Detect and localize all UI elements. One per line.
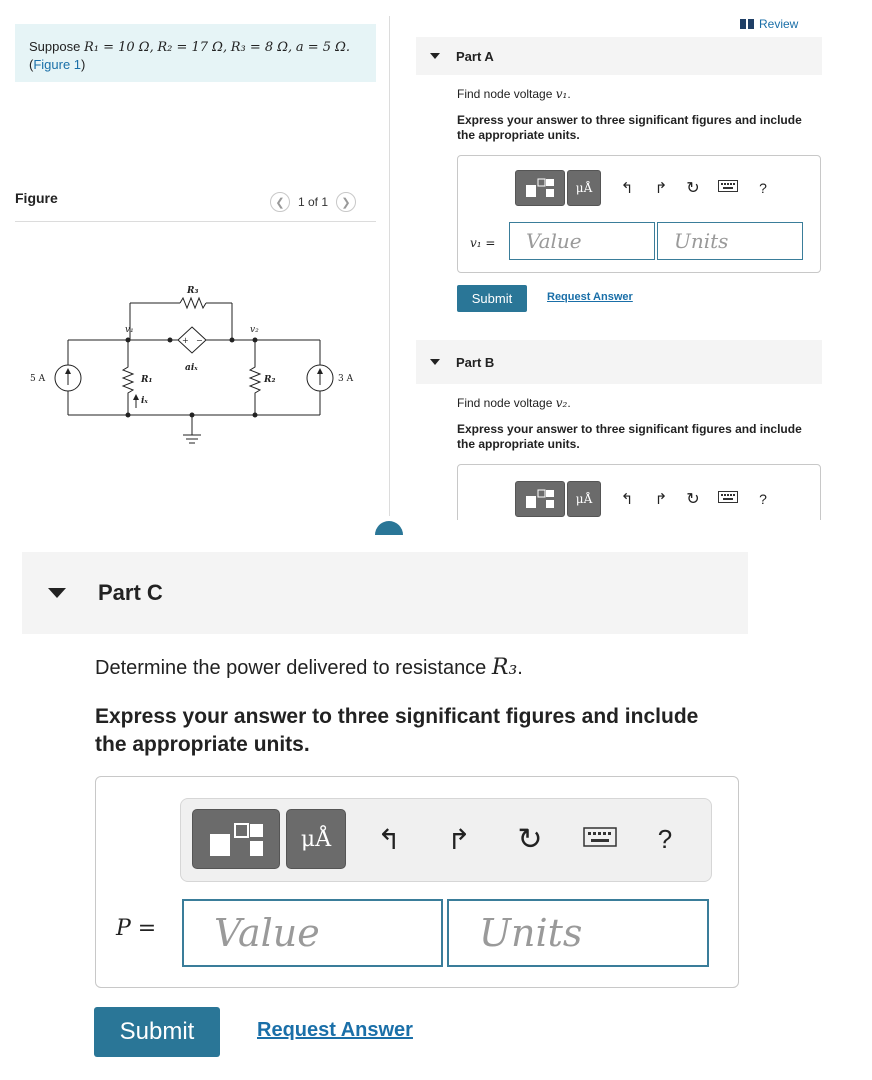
panel-divider [389,16,390,516]
part-a-answer-box [457,155,821,273]
keyboard-icon[interactable] [717,490,739,508]
source-right-label: 3 A [338,374,354,384]
r2-resistor [250,363,260,397]
chevron-right-icon[interactable]: ❯ [336,192,356,212]
reset-icon[interactable]: ↻ [686,180,700,197]
figure-title: Figure [15,190,58,206]
r1-label: R₁ [141,375,153,385]
part-a-value-input[interactable]: Value [509,222,655,260]
undo-icon[interactable]: ↰ [620,491,634,508]
keyboard-icon[interactable] [582,827,618,852]
chevron-left-icon[interactable]: ❮ [270,192,290,212]
part-c-var-label: P = [116,916,157,941]
plus-sign: + [182,336,189,345]
reset-icon[interactable]: ↻ [517,822,543,856]
units-icon[interactable]: μÅ [286,809,346,869]
template-icon[interactable] [515,481,565,517]
review-link[interactable] [740,17,798,31]
part-c-question: Determine the power delivered to resistance R₃. [95,655,523,680]
r3-value: R₃ = 8 Ω, [230,40,293,55]
r3-label: R₃ [187,286,199,296]
problem-intro: Suppose [29,39,81,54]
part-c-units-input[interactable]: Units [447,899,709,967]
template-icon[interactable] [515,170,565,206]
part-c-answer-box [95,776,739,988]
part-b-toolbar [515,481,773,517]
scroll-indicator[interactable] [375,521,403,535]
part-c-title: Part C [98,580,163,605]
redo-icon[interactable]: ↱ [654,491,668,508]
part-c-toolbar [192,809,680,869]
keyboard-icon[interactable] [717,179,739,197]
v2-label: v₂ [250,325,259,335]
help-icon[interactable]: ? [657,823,673,854]
part-b-answer-box [457,464,821,520]
source-left-label: 5 A [30,374,46,384]
v1-label: v₁ [125,325,134,335]
redo-icon[interactable]: ↱ [447,823,471,855]
minus-sign: − [196,336,203,345]
help-icon[interactable]: ? [759,491,767,507]
r1-resistor [123,363,133,397]
part-c-instruction: Express your answer to three significant figures and include the appropriate units. [95,705,699,756]
template-icon[interactable] [192,809,280,869]
problem-statement: Suppose R₁ = 10 Ω, R₂ = 17 Ω, R₃ = 8 Ω, a = 5 Ω. (Figure 1) [15,24,376,82]
part-a-var-label: v₁ = [470,236,496,250]
redo-icon[interactable]: ↱ [654,180,668,197]
part-a-submit-button[interactable]: Submit [457,285,527,312]
collapse-triangle-icon [430,359,440,365]
figure-divider [15,221,376,222]
part-c-request-answer-link[interactable]: Request Answer [257,1019,413,1041]
r2-value: R₂ = 17 Ω, [157,40,228,55]
r3-resistor [180,298,206,308]
part-a-units-input[interactable]: Units [657,222,803,260]
reset-icon[interactable]: ↻ [686,491,700,508]
a-value: a = 5 Ω. [295,40,351,55]
figure-pager [270,192,356,212]
collapse-triangle-icon [48,588,66,598]
r1-value: R₁ = 10 Ω, [83,40,154,55]
part-c-header[interactable] [22,552,748,634]
r2-label: R₂ [264,375,276,385]
dep-source-label: aiₓ [185,363,198,373]
units-icon[interactable]: μÅ [567,481,601,517]
part-a-toolbar [515,170,773,206]
part-c-submit-button[interactable]: Submit [94,1007,220,1057]
undo-icon[interactable]: ↰ [377,823,401,855]
ix-label: iₓ [141,396,148,406]
part-a-request-answer-link[interactable]: Request Answer [547,291,633,303]
part-a-question: Find node voltage v₁. [457,87,571,101]
circuit-diagram [20,275,370,455]
help-icon[interactable]: ? [759,180,767,196]
figure-link[interactable]: Figure 1 [33,57,82,72]
pager-text: 1 of 1 [298,195,329,209]
book-icon [740,19,754,29]
collapse-triangle-icon [430,53,440,59]
part-b-question: Find node voltage v₂. [457,396,571,410]
undo-icon[interactable]: ↰ [620,180,634,197]
part-a-title: Part A [456,48,494,64]
part-b-header[interactable] [416,340,822,384]
part-a-header[interactable] [416,37,822,75]
part-b-answer-box-clip [457,464,821,520]
part-a-instruction: Express your answer to three significant figures and include the appropriate units. [457,113,802,142]
part-b-instruction: Express your answer to three significant figures and include the appropriate units. [457,422,802,451]
part-c-value-input[interactable]: Value [182,899,443,967]
part-b-title: Part B [456,354,495,370]
units-icon[interactable]: μÅ [567,170,601,206]
review-label: Review [759,17,799,31]
